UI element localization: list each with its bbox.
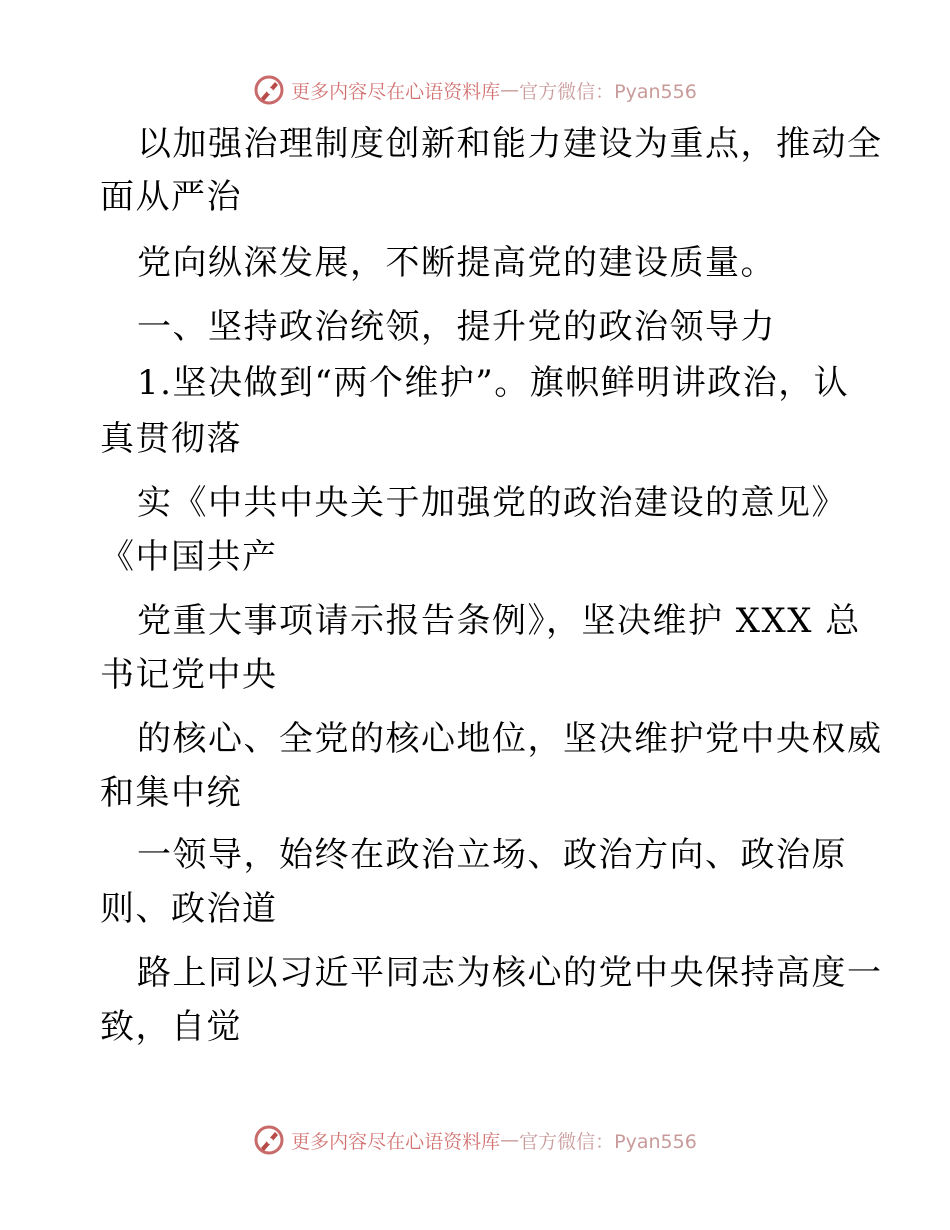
watermark-contact-text: 官方微信：Pyan556 (519, 80, 697, 103)
text-line-2: 面从严治 (100, 177, 242, 217)
text-line-13: 一领导，始终在政治立场、政治方向、政治原 (137, 835, 847, 875)
text-line-1: 以加强治理制度创新和能力建设为重点，推动全 (137, 124, 883, 164)
pen-circle-logo-icon (253, 74, 285, 106)
text-line-7: 实《中共中央关于加强党的政治建设的意见》 (137, 483, 847, 523)
text-line-11: 的核心、全党的核心地位，坚决维护党中央权威 (137, 719, 883, 759)
watermark-site-text: 更多内容尽在心语资料库 (291, 80, 501, 103)
text-line-10: 书记党中央 (100, 655, 278, 695)
watermark-separator: — (500, 79, 520, 101)
text-line-12: 和集中统 (100, 773, 242, 813)
text-line-15: 路上同以习近平同志为核心的党中央保持高度一 (137, 953, 883, 993)
footer-watermark (0, 1120, 950, 1160)
section-heading-1: 一、坚持政治统领，提升党的政治领导力 (137, 307, 776, 347)
header-watermark (0, 70, 950, 110)
pen-circle-logo-icon (253, 1124, 285, 1156)
text-line-5: 1.坚决做到“两个维护”。旗帜鲜明讲政治，认 (137, 363, 850, 403)
watermark-contact-text: 官方微信：Pyan556 (519, 1130, 697, 1153)
text-line-8: 《中国共产 (100, 537, 278, 577)
text-line-6: 真贯彻落 (100, 419, 242, 459)
text-line-3: 党向纵深发展，不断提高党的建设质量。 (137, 243, 776, 283)
text-line-14: 则、政治道 (100, 889, 278, 929)
watermark-site-text: 更多内容尽在心语资料库 (291, 1130, 501, 1153)
watermark-separator: — (500, 1129, 520, 1151)
text-line-16: 致，自觉 (100, 1007, 242, 1047)
text-line-9: 党重大事项请示报告条例》，坚决维护 XXX 总 (137, 601, 861, 641)
